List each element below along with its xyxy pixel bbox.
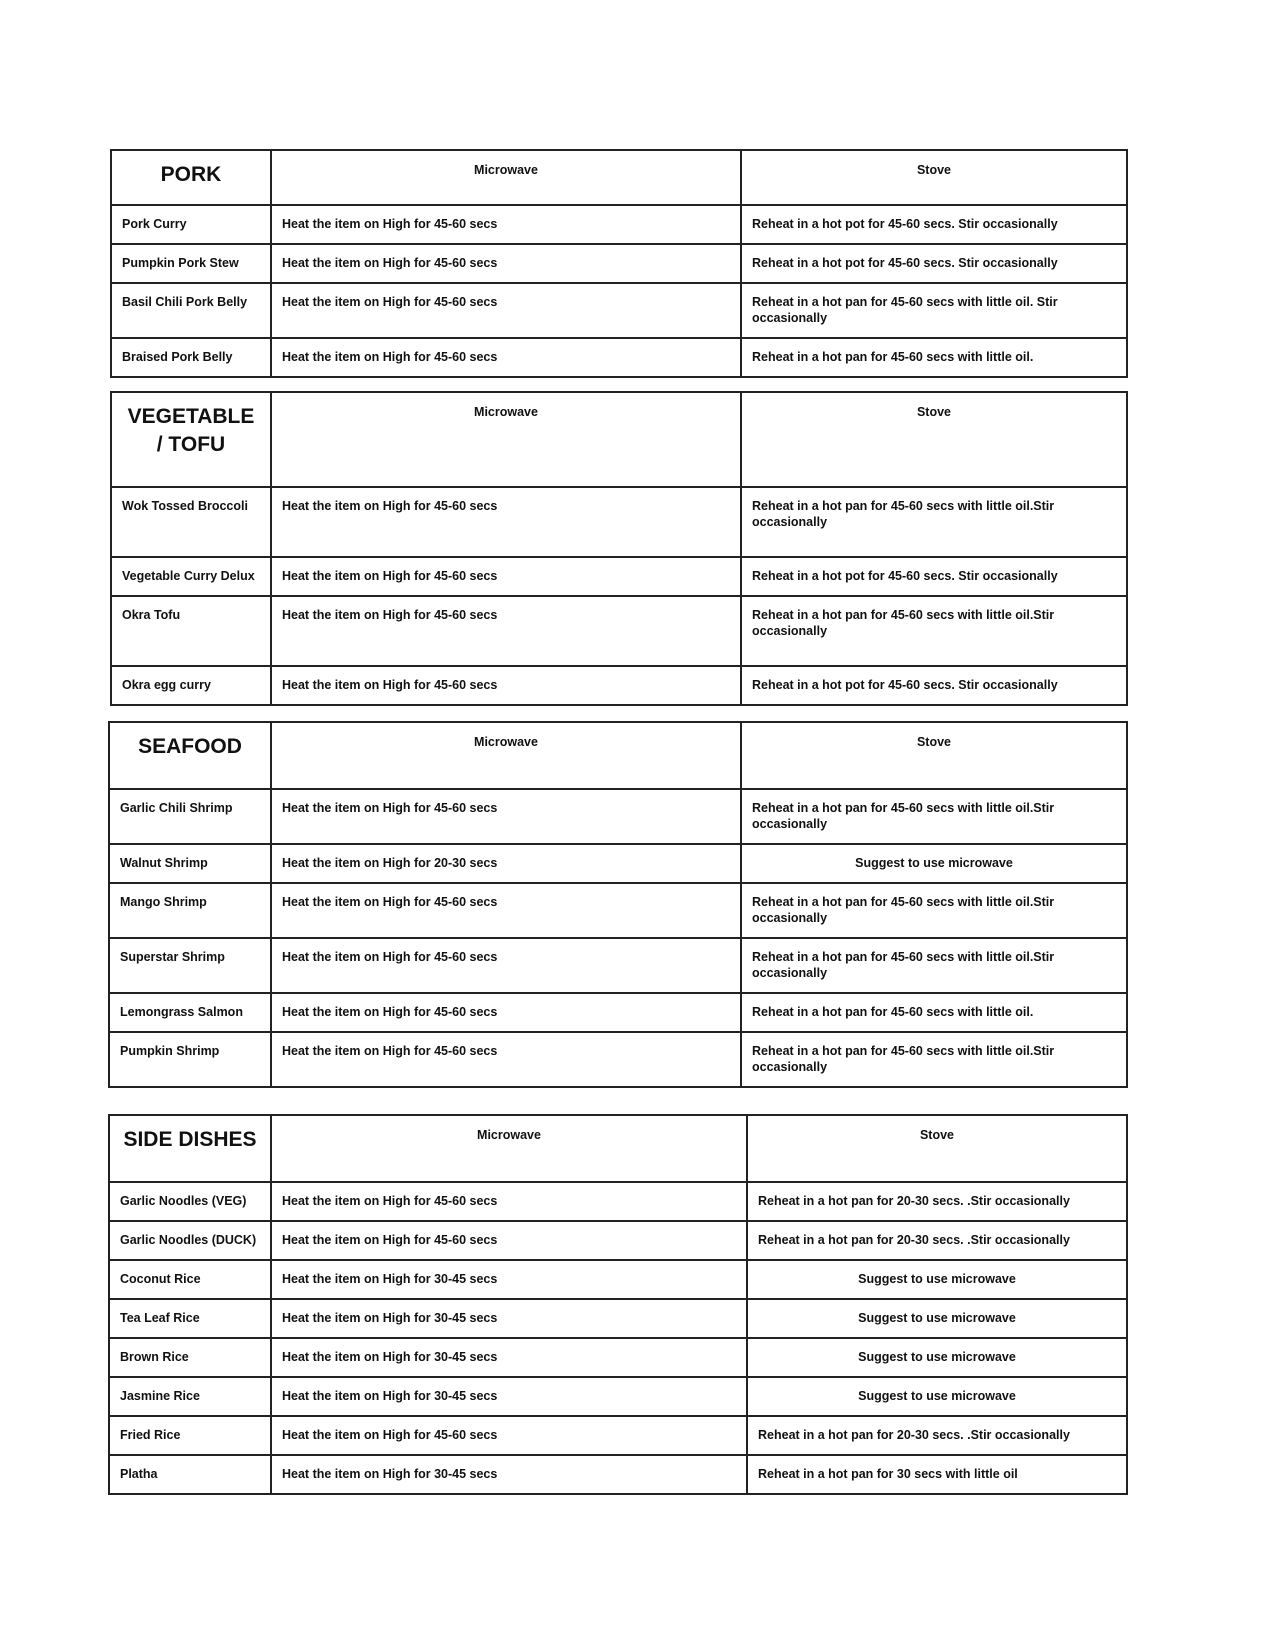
vegetable-tofu-table: [110, 391, 1128, 706]
table-row: [111, 338, 1127, 377]
table-header-row: [111, 150, 1127, 205]
seafood-table: [108, 721, 1128, 1088]
stove-header: Stove: [747, 1115, 1127, 1182]
microwave-header: Microwave: [271, 150, 741, 205]
dish-name: Basil Chili Pork Belly: [111, 283, 271, 338]
dish-name: Okra egg curry: [111, 666, 271, 705]
microwave-header: Microwave: [271, 722, 741, 789]
microwave-instruction: Heat the item on High for 45-60 secs: [271, 883, 741, 938]
stove-instruction: Reheat in a hot pot for 45-60 secs. Stir occasionally: [741, 205, 1127, 244]
microwave-instruction: Heat the item on High for 30-45 secs: [271, 1260, 747, 1299]
dish-name: Jasmine Rice: [109, 1377, 271, 1416]
stove-instruction: Reheat in a hot pot for 45-60 secs. Stir occasionally: [741, 557, 1127, 596]
stove-instruction: Reheat in a hot pan for 45-60 secs with little oil.Stir occasionally: [741, 883, 1127, 938]
table-row: [111, 596, 1127, 666]
table-header-row: [109, 1115, 1127, 1182]
section-title: SIDE DISHES: [109, 1115, 271, 1182]
stove-instruction: Suggest to use microwave: [741, 844, 1127, 883]
dish-name: Garlic Chili Shrimp: [109, 789, 271, 844]
stove-instruction: Suggest to use microwave: [747, 1260, 1127, 1299]
stove-instruction: Reheat in a hot pan for 45-60 secs with little oil.: [741, 338, 1127, 377]
stove-instruction: Reheat in a hot pan for 45-60 secs with little oil.Stir occasionally: [741, 487, 1127, 557]
table-row: [109, 1182, 1127, 1221]
dish-name: Mango Shrimp: [109, 883, 271, 938]
stove-header: Stove: [741, 722, 1127, 789]
table-row: [111, 205, 1127, 244]
dish-name: Brown Rice: [109, 1338, 271, 1377]
dish-name: Pumpkin Shrimp: [109, 1032, 271, 1087]
microwave-instruction: Heat the item on High for 20-30 secs: [271, 844, 741, 883]
dish-name: Pumpkin Pork Stew: [111, 244, 271, 283]
stove-instruction: Reheat in a hot pan for 45-60 secs with little oil. Stir occasionally: [741, 283, 1127, 338]
dish-name: Platha: [109, 1455, 271, 1494]
table-row: [111, 666, 1127, 705]
stove-instruction: Reheat in a hot pan for 45-60 secs with little oil.Stir occasionally: [741, 1032, 1127, 1087]
dish-name: Fried Rice: [109, 1416, 271, 1455]
microwave-instruction: Heat the item on High for 45-60 secs: [271, 205, 741, 244]
side-dishes-table: [108, 1114, 1128, 1495]
microwave-instruction: Heat the item on High for 45-60 secs: [271, 283, 741, 338]
microwave-instruction: Heat the item on High for 30-45 secs: [271, 1338, 747, 1377]
stove-instruction: Suggest to use microwave: [747, 1338, 1127, 1377]
microwave-instruction: Heat the item on High for 45-60 secs: [271, 993, 741, 1032]
microwave-instruction: Heat the item on High for 30-45 secs: [271, 1455, 747, 1494]
dish-name: Tea Leaf Rice: [109, 1299, 271, 1338]
table-row: [109, 1299, 1127, 1338]
table-row: [109, 993, 1127, 1032]
microwave-instruction: Heat the item on High for 45-60 secs: [271, 666, 741, 705]
microwave-instruction: Heat the item on High for 45-60 secs: [271, 938, 741, 993]
microwave-header: Microwave: [271, 392, 741, 487]
dish-name: Okra Tofu: [111, 596, 271, 666]
microwave-instruction: Heat the item on High for 30-45 secs: [271, 1299, 747, 1338]
stove-instruction: Reheat in a hot pan for 20-30 secs. .Stir occasionally: [747, 1182, 1127, 1221]
table-row: [109, 1221, 1127, 1260]
table-row: [109, 1416, 1127, 1455]
microwave-instruction: Heat the item on High for 45-60 secs: [271, 487, 741, 557]
microwave-header: Microwave: [271, 1115, 747, 1182]
table-row: [109, 938, 1127, 993]
table-row: [109, 1455, 1127, 1494]
section-title: SEAFOOD: [109, 722, 271, 789]
stove-header: Stove: [741, 392, 1127, 487]
table-header-row: [111, 392, 1127, 487]
table-row: [109, 1032, 1127, 1087]
stove-instruction: Reheat in a hot pot for 45-60 secs. Stir occasionally: [741, 244, 1127, 283]
stove-instruction: Reheat in a hot pan for 30 secs with little oil: [747, 1455, 1127, 1494]
microwave-instruction: Heat the item on High for 45-60 secs: [271, 557, 741, 596]
dish-name: Wok Tossed Broccoli: [111, 487, 271, 557]
dish-name: Garlic Noodles (DUCK): [109, 1221, 271, 1260]
stove-instruction: Suggest to use microwave: [747, 1299, 1127, 1338]
stove-instruction: Reheat in a hot pan for 20-30 secs. .Stir occasionally: [747, 1416, 1127, 1455]
table-row: [109, 844, 1127, 883]
microwave-instruction: Heat the item on High for 45-60 secs: [271, 244, 741, 283]
microwave-instruction: Heat the item on High for 45-60 secs: [271, 1032, 741, 1087]
stove-instruction: Reheat in a hot pan for 45-60 secs with little oil.Stir occasionally: [741, 596, 1127, 666]
table-row: [109, 789, 1127, 844]
microwave-instruction: Heat the item on High for 45-60 secs: [271, 338, 741, 377]
microwave-instruction: Heat the item on High for 45-60 secs: [271, 1416, 747, 1455]
stove-instruction: Reheat in a hot pan for 45-60 secs with little oil.Stir occasionally: [741, 789, 1127, 844]
stove-instruction: Suggest to use microwave: [747, 1377, 1127, 1416]
stove-header: Stove: [741, 150, 1127, 205]
microwave-instruction: Heat the item on High for 45-60 secs: [271, 1221, 747, 1260]
table-row: [109, 1260, 1127, 1299]
dish-name: Coconut Rice: [109, 1260, 271, 1299]
stove-instruction: Reheat in a hot pot for 45-60 secs. Stir occasionally: [741, 666, 1127, 705]
dish-name: Garlic Noodles (VEG): [109, 1182, 271, 1221]
table-header-row: [109, 722, 1127, 789]
table-row: [111, 244, 1127, 283]
dish-name: Walnut Shrimp: [109, 844, 271, 883]
dish-name: Vegetable Curry Delux: [111, 557, 271, 596]
table-row: [109, 1377, 1127, 1416]
table-row: [109, 1338, 1127, 1377]
stove-instruction: Reheat in a hot pan for 20-30 secs. .Stir occasionally: [747, 1221, 1127, 1260]
table-row: [109, 883, 1127, 938]
pork-table: [110, 149, 1128, 378]
stove-instruction: Reheat in a hot pan for 45-60 secs with little oil.: [741, 993, 1127, 1032]
table-row: [111, 557, 1127, 596]
section-title: PORK: [111, 150, 271, 205]
section-title: VEGETABLE / TOFU: [111, 392, 271, 487]
dish-name: Lemongrass Salmon: [109, 993, 271, 1032]
microwave-instruction: Heat the item on High for 30-45 secs: [271, 1377, 747, 1416]
microwave-instruction: Heat the item on High for 45-60 secs: [271, 596, 741, 666]
microwave-instruction: Heat the item on High for 45-60 secs: [271, 789, 741, 844]
table-row: [111, 487, 1127, 557]
table-row: [111, 283, 1127, 338]
dish-name: Superstar Shrimp: [109, 938, 271, 993]
dish-name: Pork Curry: [111, 205, 271, 244]
microwave-instruction: Heat the item on High for 45-60 secs: [271, 1182, 747, 1221]
dish-name: Braised Pork Belly: [111, 338, 271, 377]
stove-instruction: Reheat in a hot pan for 45-60 secs with little oil.Stir occasionally: [741, 938, 1127, 993]
